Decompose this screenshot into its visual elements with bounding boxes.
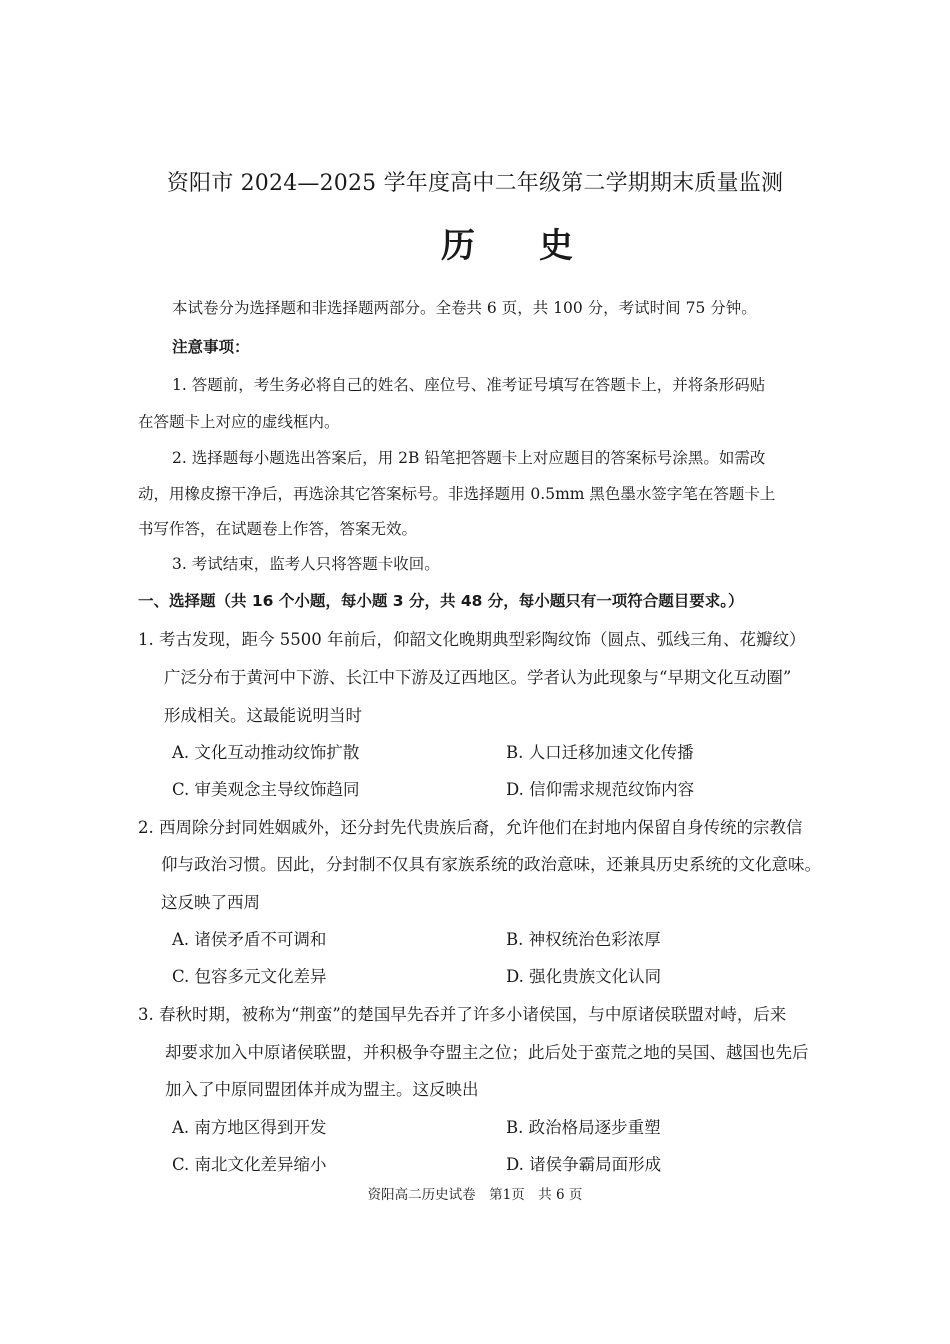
intro-text: 本试卷分为选择题和非选择题两部分。全卷共 6 页，共 100 分，考试时间 75 分钟。 [172, 299, 757, 317]
question-2-option-a: A. 诸侯矛盾不可调和 [172, 930, 327, 949]
question-1-option-c: C. 审美观念主导纹饰趋同 [172, 780, 360, 799]
notice-item-1-line-2: 在答题卡上对应的虚线框内。 [138, 413, 340, 431]
question-3-line-1: 3. 春秋时期，被称为“荆蛮”的楚国早先吞并了许多小诸侯国，与中原诸侯联盟对峙，后来 [138, 1005, 787, 1024]
exam-title: 资阳市 2024—2025 学年度高中二年级第二学期期末质量监测 [166, 171, 784, 196]
notice-item-3-line-1: 3. 考试结束，监考人只将答题卡收回。 [172, 555, 440, 573]
question-3-line-3: 加入了中原同盟团体并成为盟主。这反映出 [165, 1080, 479, 1099]
question-2-option-b: B. 神权统治色彩浓厚 [506, 930, 661, 949]
question-2-option-c: C. 包容多元文化差异 [172, 967, 327, 986]
page-footer: 资阳高二历史试卷 第1页 共 6 页 [367, 1187, 583, 1203]
question-3-option-d: D. 诸侯争霸局面形成 [506, 1155, 662, 1174]
question-1-line-3: 形成相关。这最能说明当时 [164, 706, 362, 725]
notice-item-1-line-1: 1. 答题前，考生务必将自己的姓名、座位号、准考证号填写在答题卡上，并将条形码贴 [172, 376, 766, 394]
question-1-option-b: B. 人口迁移加速文化传播 [506, 743, 694, 762]
question-1-option-d: D. 信仰需求规范纹饰内容 [506, 780, 695, 799]
question-1-line-2: 广泛分布于黄河中下游、长江中下游及辽西地区。学者认为此现象与“早期文化互动圈” [164, 668, 792, 687]
question-1-option-a: A. 文化互动推动纹饰扩散 [172, 743, 360, 762]
question-1-line-1: 1. 考古发现，距今 5500 年前后，仰韶文化晚期典型彩陶纹饰（圆点、弧线三角、花瓣纹） [138, 630, 806, 649]
question-2-option-d: D. 强化贵族文化认同 [506, 967, 662, 986]
section-heading: 一、选择题（共 16 个小题，每小题 3 分，共 48 分，每小题只有一项符合题目要求。） [138, 592, 744, 610]
question-3-option-c: C. 南北文化差异缩小 [172, 1155, 327, 1174]
question-3-option-b: B. 政治格局逐步重塑 [506, 1118, 661, 1137]
notice-item-2-line-2: 动，用橡皮擦干净后，再选涂其它答案标号。非选择题用 0.5mm 黑色墨水签字笔在答题卡上 [138, 485, 776, 503]
notice-heading: 注意事项： [172, 338, 250, 356]
question-2-line-3: 这反映了西周 [161, 893, 260, 912]
notice-item-2-line-3: 书写作答，在试题卷上作答，答案无效。 [138, 520, 418, 538]
question-2-line-1: 2. 西周除分封同姓姻戚外，还分封先代贵族后裔，允许他们在封地内保留自身传统的宗教信 [138, 818, 803, 837]
question-2-line-2: 仰与政治习惯。因此，分封制不仅具有家族系统的政治意味，还兼具历史系统的文化意味。 [161, 855, 821, 874]
notice-item-2-line-1: 2. 选择题每小题选出答案后，用 2B 铅笔把答题卡上对应题目的答案标号涂黑。如需改 [172, 449, 766, 467]
subject-title: 历史 [441, 226, 637, 266]
question-3-line-2: 却要求加入中原诸侯联盟，并积极争夺盟主之位；此后处于蛮荒之地的吴国、越国也先后 [165, 1043, 809, 1062]
question-3-option-a: A. 南方地区得到开发 [172, 1118, 327, 1137]
